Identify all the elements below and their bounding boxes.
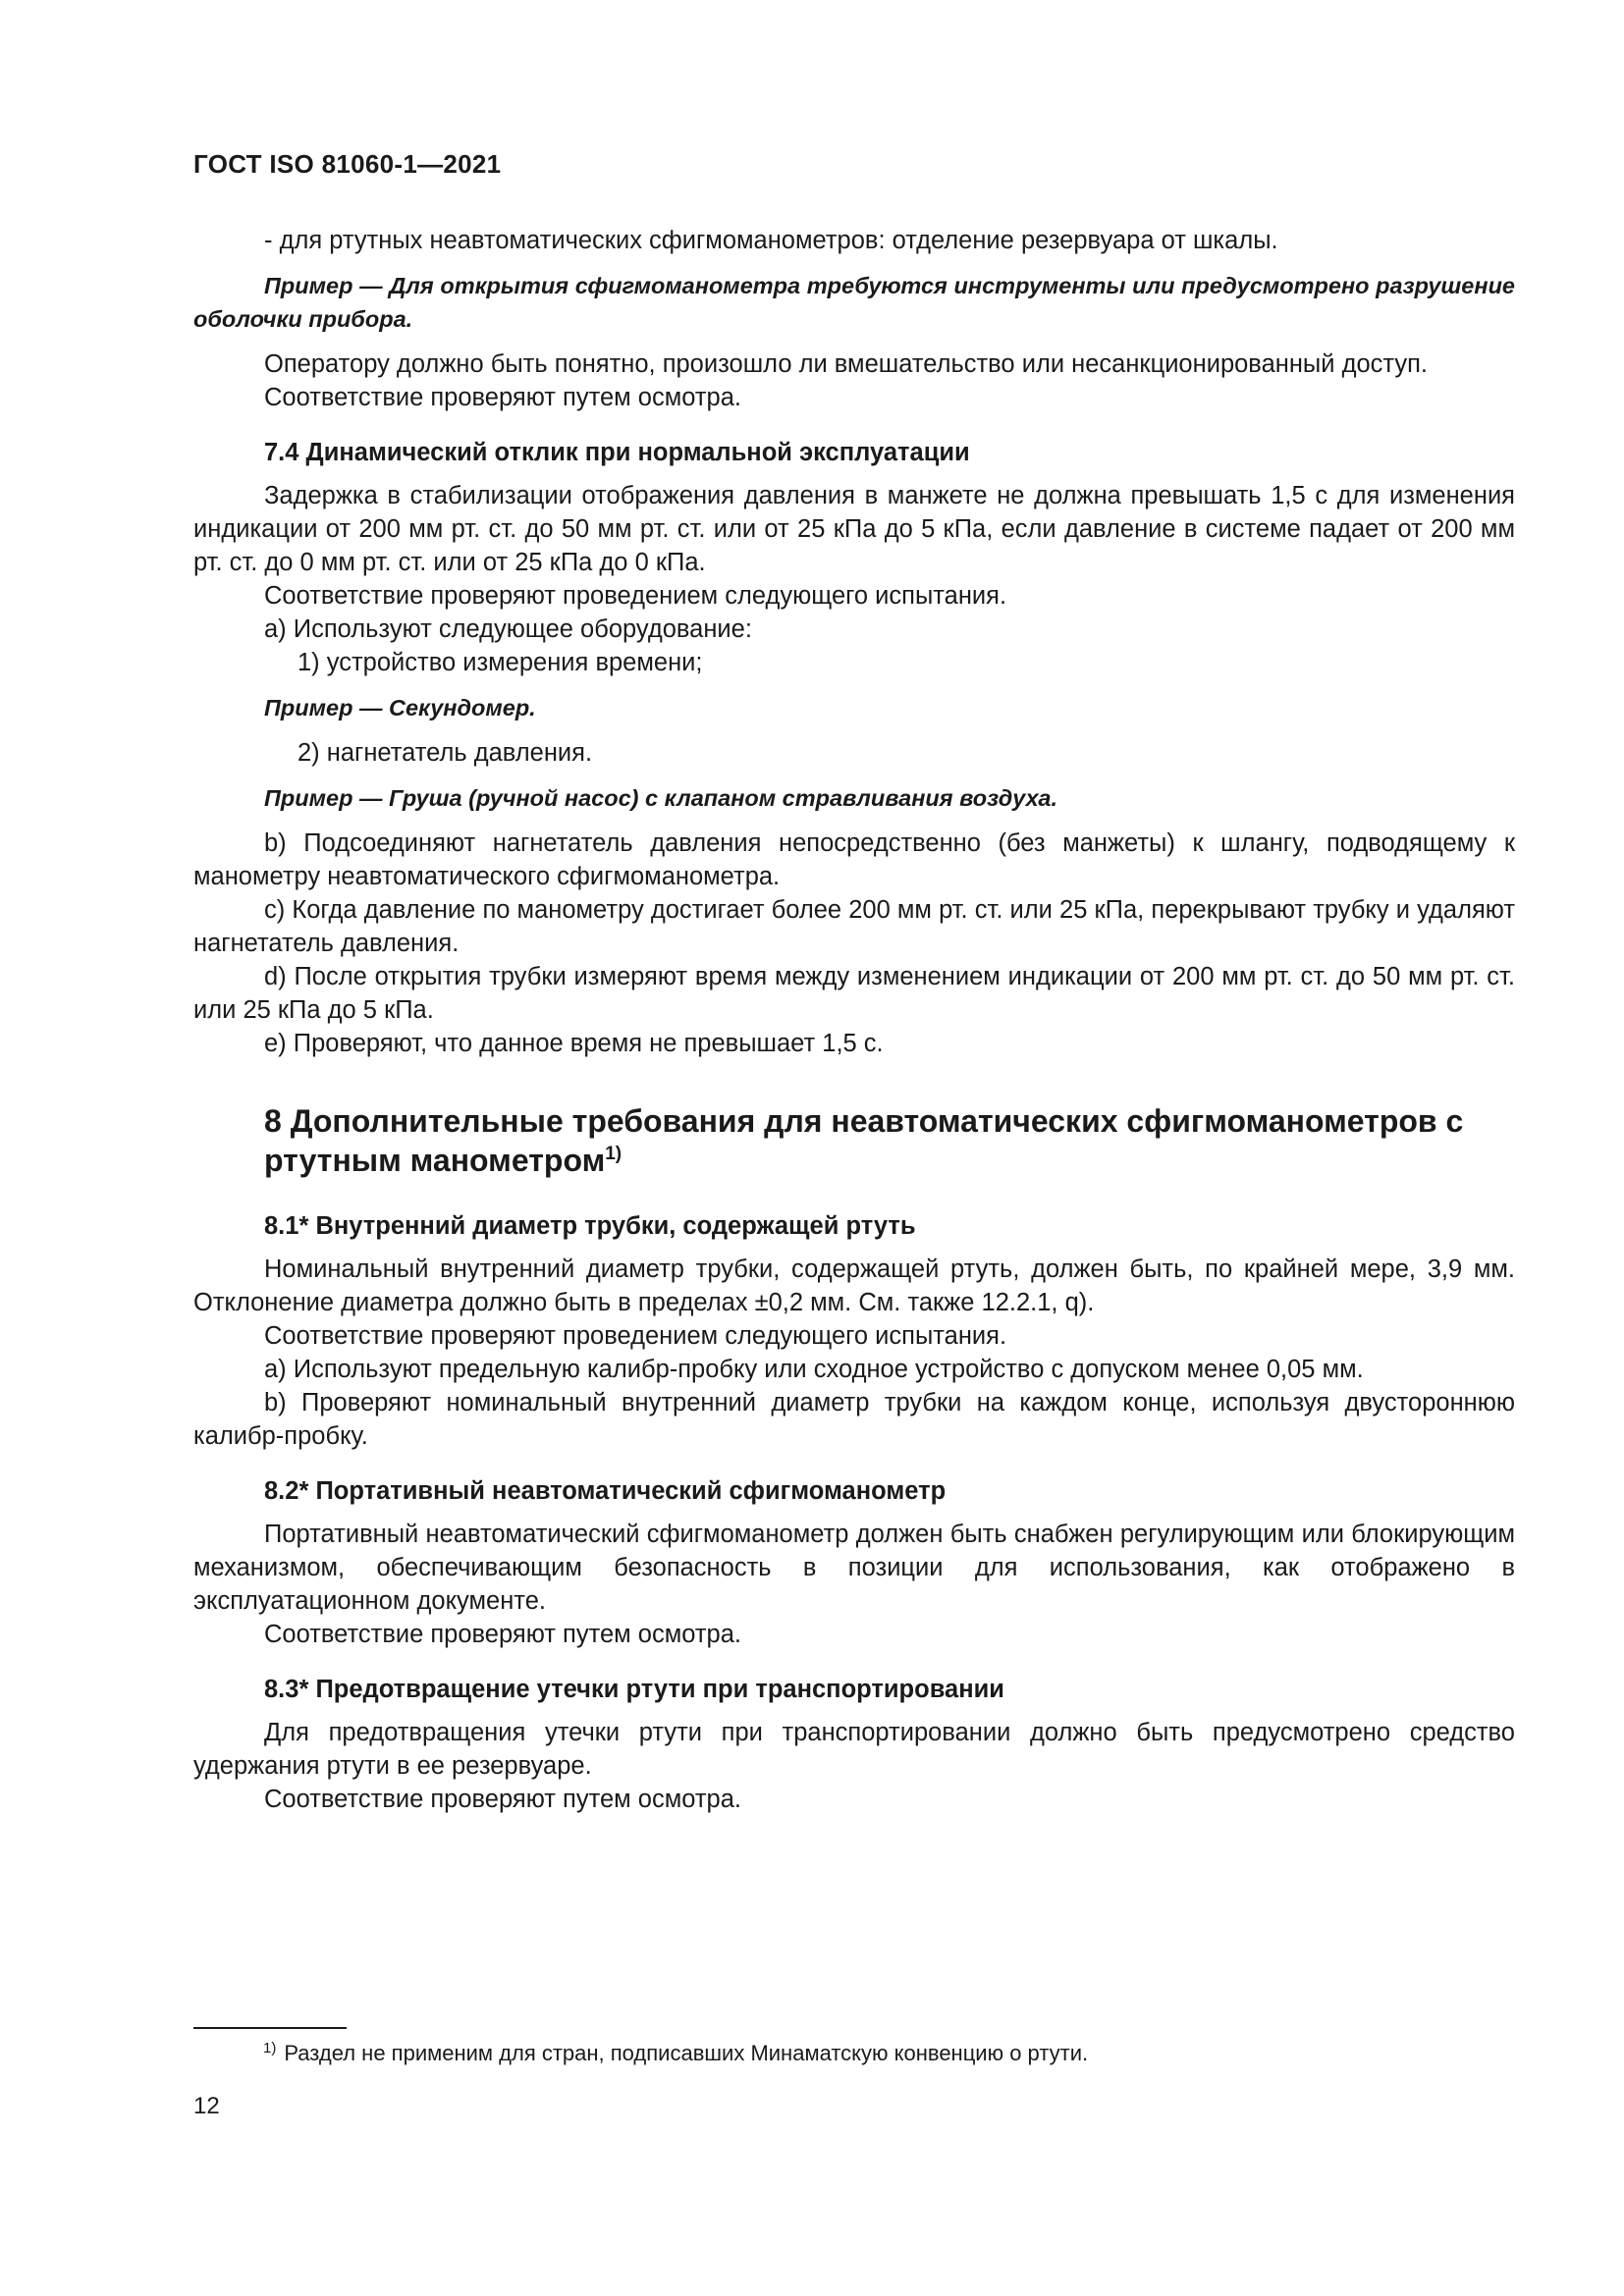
page-number: 12 bbox=[193, 2093, 220, 2119]
list-item: b) Подсоединяют нагнетатель давления непосредственно (без манжеты) к шлангу, подводящему к манометру неавтоматического сфигмоманометра. bbox=[193, 829, 1515, 890]
paragraph: Для предотвращения утечки ртути при транспортировании должно быть предусмотрено средство удержания ртути в ее резервуаре. bbox=[193, 1719, 1515, 1780]
paragraph: Задержка в стабилизации отображения давления в манжете не должна превышать 1,5 с для изменения индикации от 200 мм рт. ст. до 50 мм рт. ст. или от 25 кПа до 5 кПа, если давление в системе падает от 200 мм рт. ст. до 0 мм рт. ст. или от 25 кПа до 0 кПа. bbox=[193, 482, 1515, 576]
list-item: b) Проверяют номинальный внутренний диаметр трубки на каждом конце, используя двустороннюю калибр-пробку. bbox=[193, 1389, 1515, 1450]
compliance-check: Соответствие проверяют путем осмотра. bbox=[264, 1786, 741, 1813]
list-item: c) Когда давление по манометру достигает более 200 мм рт. ст. или 25 кПа, перекрывают трубку и удаляют нагнетатель давления. bbox=[193, 896, 1515, 957]
list-item: a) Используют предельную калибр-пробку или сходное устройство с допуском менее 0,05 мм. bbox=[264, 1356, 1364, 1383]
section-heading-8-3: 8.3* Предотвращение утечки ртути при транспортировании bbox=[264, 1676, 1004, 1703]
section-heading-8-1: 8.1* Внутренний диаметр трубки, содержащей ртуть bbox=[264, 1212, 916, 1240]
footnote-text: Раздел не применим для стран, подписавших Минаматскую конвенцию о ртути. bbox=[284, 2041, 1089, 2065]
paragraph: Оператору должно быть понятно, произошло ли вмешательство или несанкционированный доступ. bbox=[264, 350, 1428, 378]
section-heading-8-2: 8.2* Портативный неавтоматический сфигмоманометр bbox=[264, 1477, 947, 1505]
footnote-divider bbox=[193, 2027, 347, 2029]
paragraph: Портативный неавтоматический сфигмоманометр должен быть снабжен регулирующим или блокирующим механизмом, обеспечивающим безопасность в позиции для использования, как отображено в эксплуатационном документе. bbox=[193, 1521, 1515, 1615]
example-note: Пример — Для открытия сфигмоманометра требуются инструменты или предусмотрено разрушение оболочки прибора. bbox=[193, 273, 1515, 332]
list-subitem: 2) нагнетатель давления. bbox=[298, 739, 593, 767]
compliance-check: Соответствие проверяют проведением следующего испытания. bbox=[264, 1322, 1007, 1350]
list-item: e) Проверяют, что данное время не превышает 1,5 с. bbox=[264, 1030, 884, 1057]
example-note: Пример — Секундомер. bbox=[264, 695, 536, 721]
section-heading-8-text: 8 Дополнительные требования для неавтоматических сфигмоманометров с ртутным манометром bbox=[264, 1103, 1464, 1178]
paragraph: Номинальный внутренний диаметр трубки, содержащей ртуть, должен быть, по крайней мере, 3,9 мм. Отклонение диаметра должно быть в пределах ±0,2 мм. См. также 12.2.1, q). bbox=[193, 1255, 1515, 1316]
page-content bbox=[193, 224, 1515, 1816]
footnote-ref: 1) bbox=[605, 1144, 623, 1164]
footnote bbox=[263, 2039, 1088, 2068]
section-heading-7-4: 7.4 Динамический отклик при нормальной эксплуатации bbox=[264, 439, 970, 466]
bullet-item: - для ртутных неавтоматических сфигмоманометров: отделение резервуара от шкалы. bbox=[264, 227, 1278, 254]
list-subitem: 1) устройство измерения времени; bbox=[298, 649, 703, 676]
example-note: Пример — Груша (ручной насос) с клапаном стравливания воздуха. bbox=[264, 785, 1057, 811]
section-heading-8 bbox=[193, 1101, 1515, 1180]
footnote-mark: 1) bbox=[263, 2040, 277, 2056]
page-header: ГОСТ ISO 81060-1—2021 bbox=[193, 149, 502, 179]
list-item: a) Используют следующее оборудование: bbox=[264, 615, 752, 643]
list-item: d) После открытия трубки измеряют время между изменением индикации от 200 мм рт. ст. до 50 мм рт. ст. или 25 кПа до 5 кПа. bbox=[193, 963, 1515, 1024]
compliance-check: Соответствие проверяют путем осмотра. bbox=[264, 384, 741, 411]
compliance-check: Соответствие проверяют путем осмотра. bbox=[264, 1621, 741, 1648]
compliance-check: Соответствие проверяют проведением следующего испытания. bbox=[264, 582, 1007, 610]
